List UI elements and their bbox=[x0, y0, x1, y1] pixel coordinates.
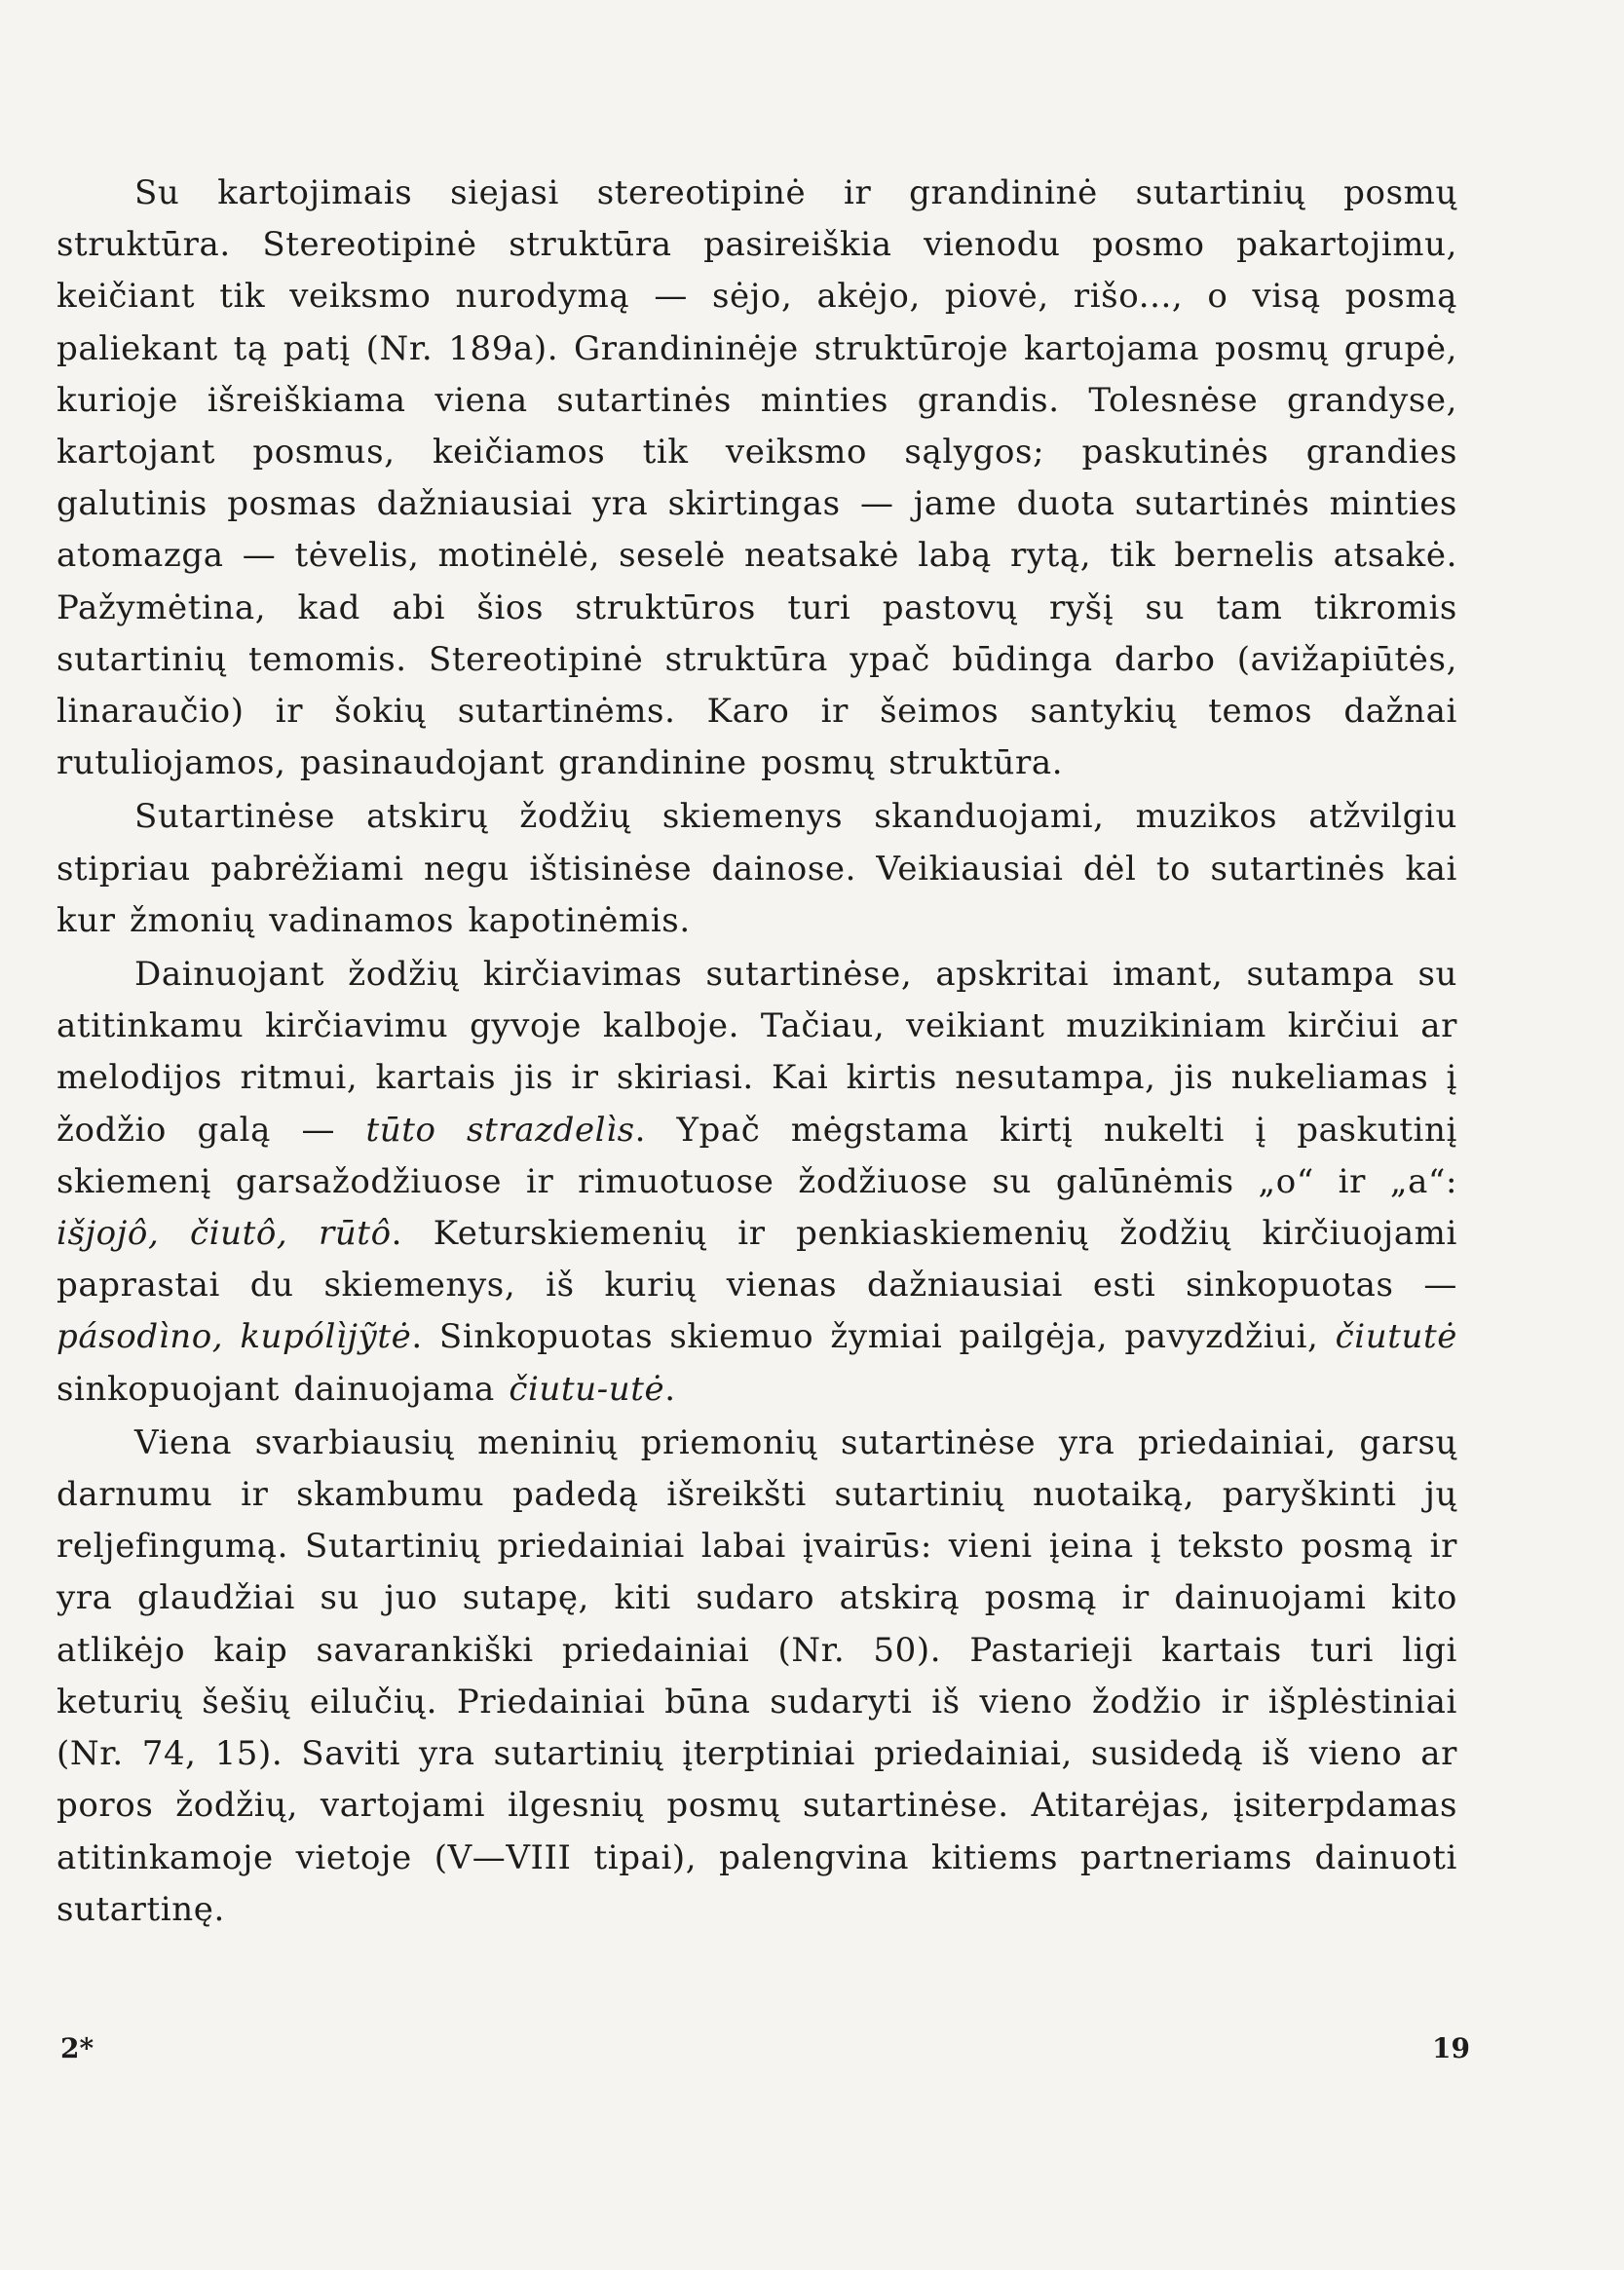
body-text bbox=[57, 168, 1457, 1936]
paragraph-text-run: Viena svarbiausių meninių priemonių sutartinėse yra priedainiai, garsų darnumu ir skambumu padedą išreikšti sutartinių nuotaiką, paryškinti jų reljefingumą. Sutartinių priedainiai labai įvairūs: vieni įeina į teksto posmą ir yra glaudžiai su juo sutapę, kiti sudaro atskirą posmą ir dainuojami kito atlikėjo kaip savarankiški priedainiai (Nr. 50). Pastarieji kartais turi ligi keturių šešių eilučių. Priedainiai būna sudaryti iš vieno žodžio ir išplėstiniai (Nr. 74, 15). Saviti yra sutartinių įterptiniai priedainiai, susidedą iš vieno ar poros žodžių, vartojami ilgesnių posmų sutartinėse. Atitarėjas, įsiterpdamas atitinkamoje vietoje (V—VIII tipai), palengvina kitiems partneriams dainuoti sutartinę. bbox=[57, 1422, 1457, 1929]
printer-signature-mark: 2* bbox=[60, 2032, 94, 2064]
paragraph-text-run: . bbox=[664, 1369, 676, 1409]
paragraph-text-run: Dainuojant žodžių kirčiavimas sutartinėse, apskritai imant, sutampa su atitinkamu kirčiavimu gyvoje kalboje. Tačiau, veikiant muzikiniam kirčiui ar melodijos ritmui, kartais jis ir skiriasi. Kai kirtis nesutampa, jis nukeliamas į žodžio galą — bbox=[57, 955, 1457, 1150]
paragraph-4 bbox=[57, 1418, 1457, 1936]
paragraph-text-run: sinkopuojant dainuojama bbox=[57, 1369, 510, 1409]
paragraph-text-run: Sutartinėse atskirų žodžių skiemenys skanduojami, muzikos atžvilgiu stipriau pabrėžiami negu ištisinėse dainose. Veikiausiai dėl to sutartinės kai kur žmonių vadinamos kapotinėmis. bbox=[57, 797, 1457, 940]
paragraph-3 bbox=[57, 949, 1457, 1416]
italic-example-text: išjojô, čiutô, rūtô bbox=[57, 1214, 392, 1254]
page-number: 19 bbox=[1432, 2032, 1470, 2064]
italic-example-text: pásodìno, kupólìjỹtė bbox=[57, 1317, 412, 1357]
paragraph-text-run: . Sinkopuotas skiemuo žymiai pailgėja, pavyzdžiui, bbox=[411, 1317, 1336, 1357]
paragraph-1 bbox=[57, 168, 1457, 789]
italic-example-text: čiututė bbox=[1335, 1317, 1457, 1357]
italic-example-text: tūto strazdelìs bbox=[365, 1110, 635, 1150]
paragraph-text-run: . Keturskiemenių ir penkiaskiemenių žodžių kirčiuojami paprastai du skiemenys, iš kurių vienas dažniausiai esti sinkopuotas — bbox=[57, 1214, 1457, 1305]
italic-example-text: čiutu-utė bbox=[509, 1369, 665, 1409]
paragraph-text-run: Su kartojimais siejasi stereotipinė ir grandininė sutartinių posmų struktūra. Stereotipinė struktūra pasireiškia vienodu posmo pakartojimu, keičiant tik veiksmo nurodymą — sėjo, akėjo, piovė, rišo..., o visą posmą paliekant tą patį (Nr. 189a). Grandininėje struktūroje kartojama posmų grupė, kurioje išreiškiama viena sutartinės minties grandis. Tolesnėse grandyse, kartojant posmus, keičiamos tik veiksmo sąlygos; paskutinės grandies galutinis posmas dažniausiai yra skirtingas — jame duota sutartinės minties atomazga — tėvelis, motinėlė, seselė neatsakė labą rytą, tik bernelis atsakė. Pažymėtina, kad abi šios struktūros turi pastovų ryšį su tam tikromis sutartinių temomis. Stereotipinė struktūra ypač būdinga darbo (avižapiūtės, linaraučio) ir šokių sutartinėms. Karo ir šeimos santykių temos dažnai rutuliojamos, pasinaudojant grandinine posmų struktūra. bbox=[57, 173, 1457, 783]
paragraph-2 bbox=[57, 791, 1457, 947]
paragraph-text-run: . Ypač mėgstama kirtį nukelti į paskutinį skiemenį garsažodžiuose ir rimuotuose žodžiuose su galūnėmis „o“ ir „a“: bbox=[57, 1110, 1457, 1201]
